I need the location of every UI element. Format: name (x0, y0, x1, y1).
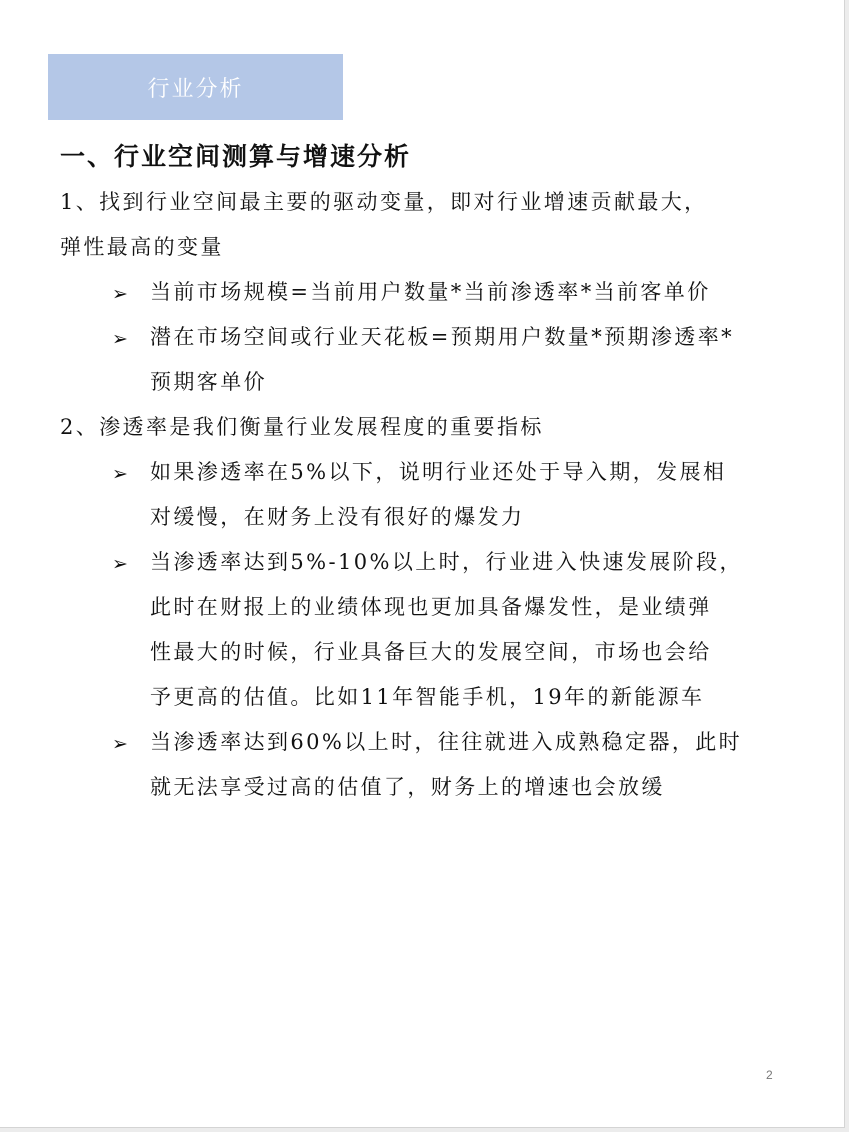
bullet-arrow-icon: ➢ (112, 463, 128, 485)
point1-line2: 弹性最高的变量 (60, 235, 224, 259)
bullet-2-3-line2: 就无法享受过高的估值了，财务上的增速也会放缓 (150, 775, 665, 799)
bullet-2-2-line2: 此时在财报上的业绩体现也更加具备爆发性，是业绩弹 (150, 595, 712, 619)
bullet-2-2-line1: 当渗透率达到5%-10%以上时，行业进入快速发展阶段， (150, 550, 743, 574)
bullet-2-1-line1: 如果渗透率在5%以下，说明行业还处于导入期，发展相 (150, 460, 727, 484)
bullet-2-2-line4: 予更高的估值。比如11年智能手机，19年的新能源车 (150, 685, 705, 709)
bullet-arrow-icon: ➢ (112, 553, 128, 575)
header-banner (48, 54, 343, 120)
page-number: 2 (766, 1068, 773, 1082)
bullet-1-2-line1: 潜在市场空间或行业天花板=预期用户数量*预期渗透率* (150, 325, 734, 349)
point1-line1: 1、找到行业空间最主要的驱动变量，即对行业增速贡献最大， (60, 190, 708, 214)
bullet-2-3-line1: 当渗透率达到60%以上时，往往就进入成熟稳定器，此时 (150, 730, 743, 754)
bullet-arrow-icon: ➢ (112, 733, 128, 755)
section-title: 一、行业空间测算与增速分析 (60, 142, 412, 171)
bullet-1-2-line2: 预期客单价 (150, 370, 267, 394)
header-title: 行业分析 (147, 76, 244, 102)
point2-line1: 2、渗透率是我们衡量行业发展程度的重要指标 (60, 415, 544, 439)
bullet-1-1-line1: 当前市场规模=当前用户数量*当前渗透率*当前客单价 (150, 280, 711, 304)
bullet-2-1-line2: 对缓慢，在财务上没有很好的爆发力 (150, 505, 525, 529)
bullet-arrow-icon: ➢ (112, 328, 128, 350)
bullet-arrow-icon: ➢ (112, 283, 128, 305)
bullet-2-2-line3: 性最大的时候，行业具备巨大的发展空间，市场也会给 (150, 640, 712, 664)
